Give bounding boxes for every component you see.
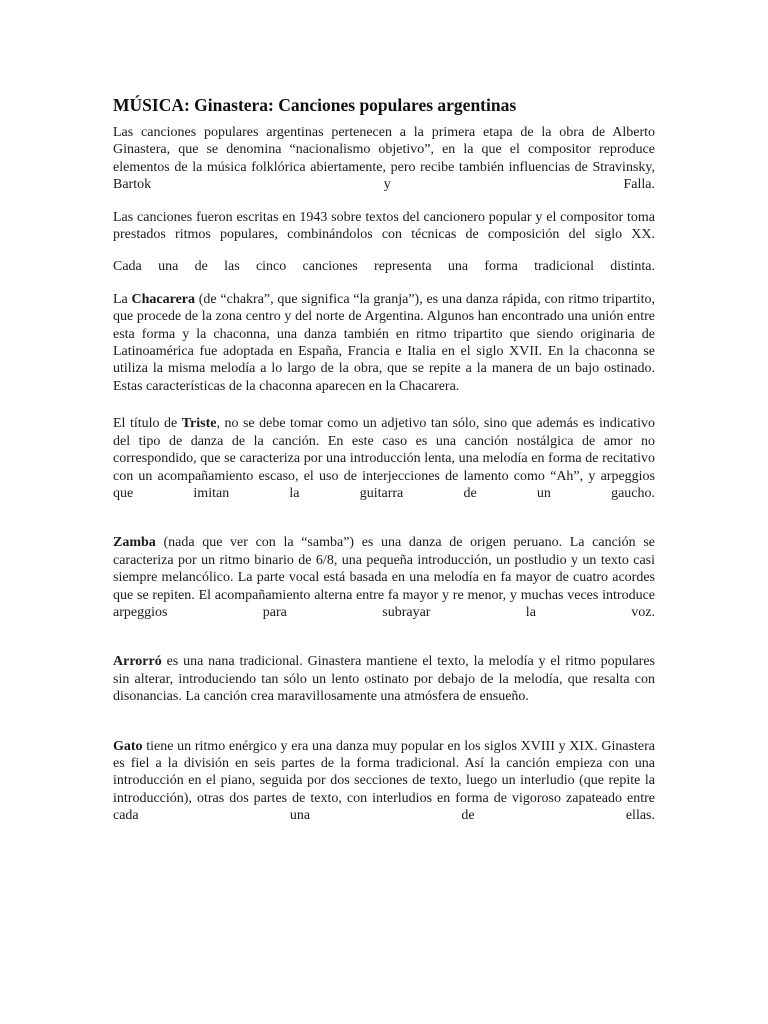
paragraph-lead: El título de <box>113 416 182 432</box>
song-name-chacarera: Chacarera <box>131 291 196 307</box>
paragraph-text: , no se debe tomar como un adjetivo tan sólo, sino que además es indicativo del tipo de danza de la canción. En este caso es una canción nostálgica de amor no correspondido, que se caracteriza por una introducción lenta, una melodía en forma de recitativo con un acompañamiento escaso, el uso de interjecciones de lamento como “Ah”, y arpeggios que imitan la guitarra de un gaucho. <box>113 416 655 501</box>
spacer <box>113 395 655 415</box>
paragraph-text: (de “chakra”, que significa “la granja”), es una danza rápida, con ritmo tripartito, que procede de la zona centro y del norte de Argentina. Algunos han encontrado una unión entre esta forma y la chaconna, una danza también en ritmo tripartito que siendo originaria de Latinoamérica fue adoptada en España, Francia e Italia en el siglo XVII. En la chaconna se utiliza la misma melodía a lo largo de la obra, que se repite a la manera de un bajo ostinado. Estas características de la chaconna aparecen en la Chacarera. <box>113 291 655 394</box>
paragraph-triste <box>113 415 655 502</box>
song-name-zamba: Zamba <box>113 535 156 551</box>
document-title: MÚSICA: Ginastera: Canciones populares argentinas <box>113 95 517 115</box>
spacer <box>113 276 655 291</box>
spacer <box>113 502 655 534</box>
paragraph-text: (nada que ver con la “samba”) es una danza de origen peruano. La canción se caracteriza por un ritmo binario de 6/8, una pequeña introducción, un postludio y un texto casi siempre melancólico. La parte vocal está basada en una melodía en fa mayor de cuatro acordes que se repiten. El acompañamiento alterna entre fa mayor y re menor, y muchas veces introduce arpeggios para subrayar la voz. <box>113 535 655 620</box>
paragraph-text: Las canciones fueron escritas en 1943 sobre textos del cancionero popular y el compositor toma prestados ritmos populares, combinándolos con técnicas de composición del siglo XX. <box>113 209 655 243</box>
paragraph-chacarera <box>113 291 655 395</box>
spacer <box>113 706 655 738</box>
paragraph-zamba <box>113 534 655 621</box>
paragraph-text: Cada una de las cinco canciones representa una forma tradicional distinta. <box>113 259 655 275</box>
document-page <box>113 94 655 825</box>
paragraph-text: tiene un ritmo enérgico y era una danza muy popular en los siglos XVIII y XIX. Ginastera es fiel a la división en seis partes de la forma tradicional. Así la canción empieza con una introducción en el piano, seguida por dos secciones de texto, luego un interludio (que repite la introducción), otras dos partes de texto, con interludios en forma de vigoroso zapateado entre cada una de ellas. <box>113 738 655 824</box>
paragraph-gato <box>113 738 655 825</box>
spacer <box>113 621 655 653</box>
paragraph-text: es una nana tradicional. Ginastera mantiene el texto, la melodía y el ritmo populares sin alterar, introduciendo tan sólo un lento ostinato por debajo de la melodía, que resalta con disonancias. La canción crea maravillosamente una atmósfera de ensueño. <box>113 654 655 705</box>
paragraph-text: Las canciones populares argentinas pertenecen a la primera etapa de la obra de Alberto Ginastera, que se denomina “nacionalismo objetivo”, en la que el compositor reproduce elementos de la música folklórica abiertamente, pero recibe también influencias de Stravinsky, Bartok y Falla. <box>113 125 655 193</box>
song-name-arrorro: Arrorró <box>113 654 162 670</box>
song-name-gato: Gato <box>113 738 143 754</box>
paragraph-intro <box>113 124 655 194</box>
spacer <box>113 243 655 258</box>
paragraph-composition <box>113 209 655 244</box>
song-name-triste: Triste <box>181 416 217 432</box>
paragraph-lead: La <box>113 291 132 307</box>
paragraph-five-songs <box>113 258 655 275</box>
paragraph-arrorro <box>113 653 655 705</box>
spacer <box>113 194 655 209</box>
